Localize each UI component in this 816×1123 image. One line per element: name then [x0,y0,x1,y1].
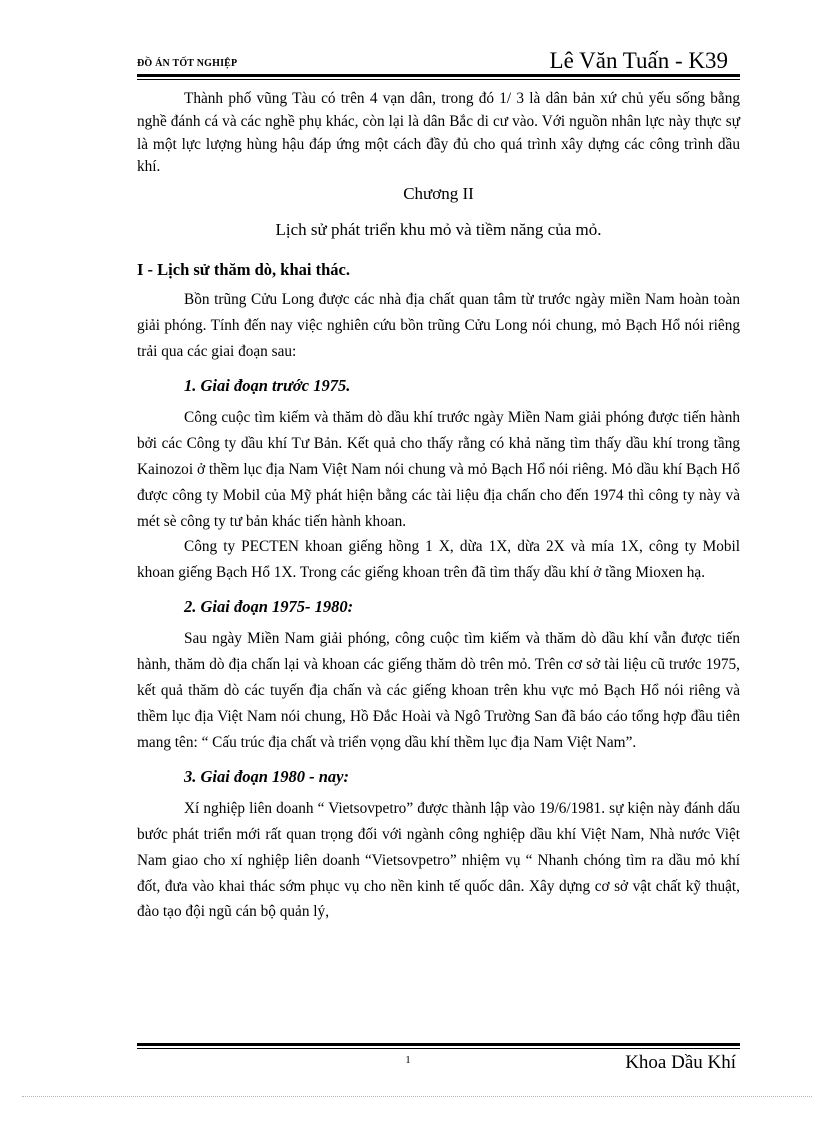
stage-3-heading: 3. Giai đoạn 1980 - nay: [184,766,349,786]
stage-2-paragraph-1: Sau ngày Miền Nam giải phóng, công cuộc tìm kiếm và thăm dò dầu khí vẫn được tiến hành, thăm dò địa chấn lại và khoan các giếng thăm dò trên mỏ. Trên cơ sở tài liệu cũ trước 1975, kết quả thăm dò các tuyến địa chấn và các giếng khoan trên khu vực mỏ Bạch Hổ nói riêng và thềm lục địa Việt Nam nói chung, Hồ Đắc Hoài và Ngô Trường San đã báo cáo tổng hợp đầu tiên mang tên: “ Cấu trúc địa chất và triển vọng dầu khí thềm lục địa Nam Việt Nam”. [137,630,740,751]
page-body [137,88,740,925]
intro-paragraph: Thành phố vũng Tàu có trên 4 vạn dân, trong đó 1/ 3 là dân bản xứ chủ yếu sống bằng nghề đánh cá và các nghề phụ khác, còn lại là dân Bắc di cư vào. Với nguồn nhân lực này thực sự là một lực lượng hùng hậu đáp ứng một cách đầy đủ cho quá trình xây dựng các công trình dầu khí. [137,90,740,176]
footer-rule-thin [137,1048,740,1049]
page-number: 1 [405,1054,411,1066]
section-intro-paragraph: Bồn trũng Cửu Long được các nhà địa chất quan tâm từ trước ngày miền Nam hoàn toàn giải phóng. Tính đến nay việc nghiên cứu bồn trũng Cửu Long nói chung, mỏ Bạch Hổ nói riêng trải qua các giai đoạn sau: [137,291,740,360]
stage-1-heading: 1. Giai đoạn trước 1975. [184,375,351,395]
footer-department: Khoa Dầu Khí [625,1052,736,1073]
page-bottom-dotted-border [22,1096,812,1097]
footer-rule-thick [137,1043,740,1046]
header-rule-thick [137,74,740,77]
chapter-subtitle: Lịch sử phát triển khu mỏ và tiềm năng của mỏ. [275,220,602,240]
stage-2-heading: 2. Giai đoạn 1975- 1980: [184,597,354,617]
stage-3-paragraph-1: Xí nghiệp liên doanh “ Vietsovpetro” được thành lập vào 19/6/1981. sự kiện này đánh dấu bước phát triển mới rất quan trọng đối với ngành công nghiệp dầu khí Việt Nam, Nhà nước Việt Nam giao cho xí nghiệp liên doanh “Vietsovpetro” nhiệm vụ “ Nhanh chóng tìm ra dầu mỏ khí đốt, đưa vào khai thác sớm phục vụ cho nền kinh tế quốc dân. Xây dựng cơ sở vật chất kỹ thuật, đào tạo đội ngũ cán bộ quản lý, [137,799,740,921]
stage-1-paragraph-1: Công cuộc tìm kiếm và thăm dò dầu khí trước ngày Miền Nam giải phóng được tiến hành bởi các Công ty dầu khí Tư Bản. Kết quả cho thấy rằng có khả năng tìm thấy dầu khí trong tầng Kainozoi ở thềm lục địa Nam Việt Nam nói chung và mỏ Bạch Hổ nói riêng. Mỏ dầu khí Bạch Hổ được công ty Mobil của Mỹ phát hiện bằng các tài liệu địa chấn cho đến 1974 thì công ty này và mét sè công ty tư bản khác tiến hành khoan. [137,408,740,530]
stage-1-paragraph-2: Công ty PECTEN khoan giếng hồng 1 X, dừa 1X, dừa 2X và mía 1X, công ty Mobil khoan giếng Bạch Hổ 1X. Trong các giếng khoan trên đã tìm thấy dầu khí ở tầng Mioxen hạ. [137,538,740,582]
header-author: Lê Văn Tuấn - K39 [549,48,728,73]
header-rule-thin [137,79,740,80]
chapter-title: Chương II [403,184,474,204]
header-left-title: ĐỒ ÁN TỐT NGHIỆP [137,58,238,69]
section-heading: I - Lịch sử thăm dò, khai thác. [137,260,350,280]
